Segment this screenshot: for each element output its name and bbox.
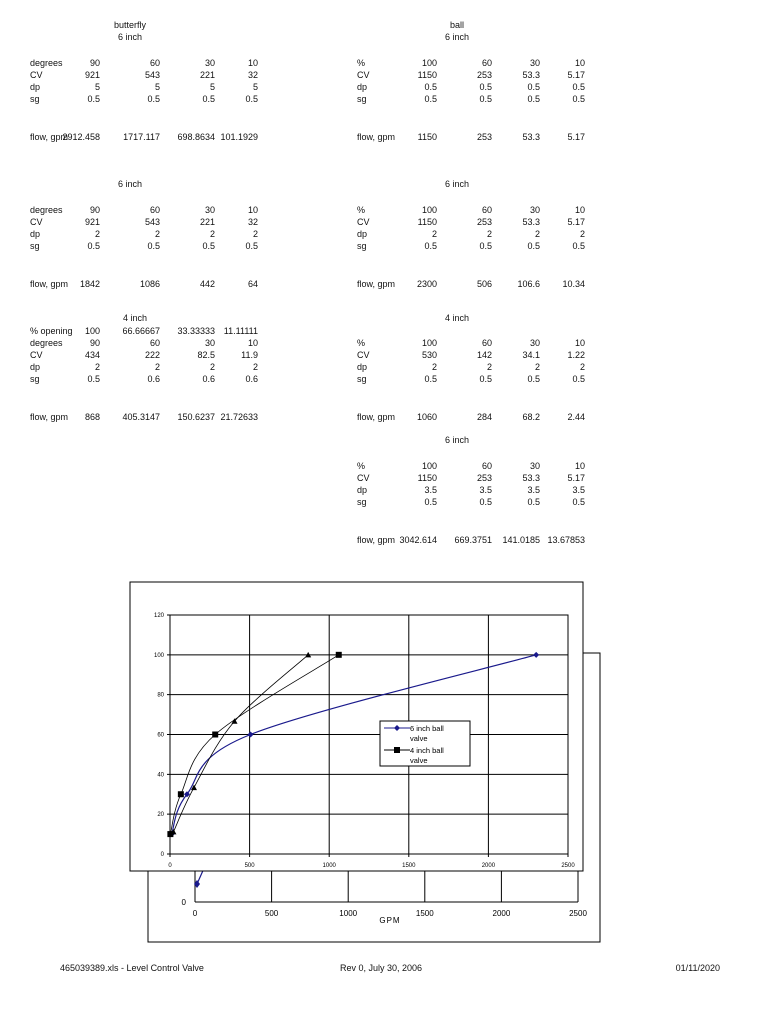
cell-value: 5 — [154, 82, 160, 92]
row-label: CV — [357, 70, 370, 80]
cell-value: 405.3147 — [122, 412, 160, 422]
square-marker — [178, 791, 184, 797]
cell-value: 2 — [154, 229, 160, 239]
cell-value: 141.0185 — [502, 535, 540, 545]
cell-value: 3.5 — [527, 485, 540, 495]
row-label: CV — [30, 350, 43, 360]
cell-value: 10.34 — [562, 279, 585, 289]
cell-value: 2 — [534, 362, 540, 372]
cell-value: 0.5 — [87, 94, 100, 104]
cell-value: 543 — [144, 70, 160, 80]
cell-value: 30 — [204, 338, 215, 348]
cell-value: 10 — [574, 461, 585, 471]
cell-value: 3.5 — [572, 485, 585, 495]
legend-label-cont: valve — [410, 756, 428, 765]
cell-value: 2 — [579, 362, 585, 372]
cell-value: 60 — [481, 461, 492, 471]
cell-value: 222 — [144, 350, 160, 360]
cell-value: 3.5 — [479, 485, 492, 495]
cell-value: 506 — [476, 279, 492, 289]
legend-label: 4 inch ball — [410, 746, 444, 755]
cell-value: 2 — [94, 362, 100, 372]
cell-value: 10 — [247, 58, 258, 68]
cell-value: 0.5 — [527, 94, 540, 104]
cell-value: 2 — [431, 229, 437, 239]
cell-value: 1150 — [417, 132, 437, 142]
cell-value: 90 — [89, 338, 100, 348]
cell-value: 0.6 — [202, 374, 215, 384]
cell-value: 1086 — [139, 279, 160, 289]
cell-value: 21.72633 — [220, 412, 258, 422]
square-marker — [336, 652, 342, 658]
x-tick-label: 0 — [168, 863, 172, 869]
row-label: degrees — [30, 58, 63, 68]
cell-value: 33.33333 — [177, 326, 215, 336]
cell-value: 0.5 — [245, 94, 258, 104]
background-x-tick-label: 1500 — [415, 909, 434, 918]
row-label: sg — [30, 374, 40, 384]
cell-value: 0.5 — [572, 374, 585, 384]
row-label: sg — [357, 374, 367, 384]
cell-value: 0.5 — [87, 374, 100, 384]
cell-value: 2 — [252, 229, 258, 239]
cell-value: 2 — [486, 362, 492, 372]
x-tick-label: 1000 — [322, 863, 336, 869]
cell-value: 1150 — [417, 70, 437, 80]
cell-value: 53.3 — [522, 70, 540, 80]
block-title: butterfly — [113, 20, 146, 30]
cell-value: 2300 — [416, 279, 437, 289]
row-label: degrees — [30, 338, 63, 348]
cell-value: 0.5 — [87, 241, 100, 251]
cell-value: 0.5 — [572, 82, 585, 92]
chart-frame — [130, 582, 583, 871]
cell-value: 0.5 — [572, 94, 585, 104]
cell-value: 0.5 — [202, 94, 215, 104]
cell-value: 13.67853 — [547, 535, 585, 545]
cell-value: 5 — [252, 82, 258, 92]
cell-value: 10 — [574, 205, 585, 215]
row-label: flow, gpm — [30, 412, 69, 422]
block-subtitle: 4 inch — [122, 313, 148, 323]
cell-value: 284 — [476, 412, 492, 422]
footer-date: 01/11/2020 — [675, 963, 720, 973]
row-label: CV — [30, 217, 43, 227]
row-label: sg — [357, 497, 367, 507]
cell-value: 100 — [421, 461, 437, 471]
background-x-tick-label: 500 — [264, 909, 279, 918]
cell-value: 32 — [247, 70, 258, 80]
row-label: % — [357, 338, 366, 348]
cell-value: 10 — [247, 205, 258, 215]
cell-value: 82.5 — [197, 350, 215, 360]
cell-value: 90 — [89, 58, 100, 68]
cell-value: 0.5 — [424, 497, 437, 507]
row-label: flow, gpm — [357, 279, 396, 289]
legend-label-cont: valve — [410, 734, 428, 743]
cell-value: 2.44 — [567, 412, 585, 422]
cell-value: 1842 — [79, 279, 100, 289]
background-x-tick-label: 2500 — [569, 909, 587, 918]
row-label: flow, gpm — [30, 132, 69, 142]
cell-value: 30 — [529, 58, 540, 68]
row-label: dp — [357, 229, 368, 239]
cell-value: 10 — [574, 338, 585, 348]
row-label: flow, gpm — [357, 412, 396, 422]
row-label: % — [357, 58, 366, 68]
cell-value: 2 — [579, 229, 585, 239]
cell-value: 30 — [529, 461, 540, 471]
footer-filename: 465039389.xls - Level Control Valve — [60, 963, 204, 973]
row-label: % — [357, 461, 366, 471]
row-label: sg — [357, 94, 367, 104]
cell-value: 0.5 — [202, 241, 215, 251]
block-title: ball — [449, 20, 464, 30]
x-tick-label: 2000 — [481, 863, 496, 869]
row-label: flow, gpm — [357, 132, 396, 142]
cell-value: 434 — [84, 350, 100, 360]
cell-value: 2 — [209, 362, 215, 372]
x-tick-label: 1500 — [402, 863, 416, 869]
cell-value: 30 — [529, 205, 540, 215]
cell-value: 60 — [481, 205, 492, 215]
cell-value: 2 — [94, 229, 100, 239]
block-subtitle: 4 inch — [444, 313, 470, 323]
cell-value: 0.5 — [572, 497, 585, 507]
cell-value: 90 — [89, 205, 100, 215]
row-label: degrees — [30, 205, 63, 215]
y-tick-label: 20 — [157, 812, 164, 819]
row-label: dp — [30, 229, 41, 239]
y-tick-label: 40 — [157, 772, 164, 779]
cell-value: 221 — [199, 217, 215, 227]
cell-value: 32 — [247, 217, 258, 227]
cell-value: 2 — [252, 362, 258, 372]
cell-value: 0.5 — [479, 374, 492, 384]
row-label: sg — [30, 94, 40, 104]
cell-value: 11.9 — [241, 350, 258, 360]
background-x-tick-label: 2000 — [492, 909, 511, 918]
cell-value: 30 — [204, 58, 215, 68]
x-tick-label: 500 — [244, 863, 255, 869]
cell-value: 100 — [421, 338, 437, 348]
row-label: dp — [357, 485, 368, 495]
cell-value: 0.5 — [424, 374, 437, 384]
cell-value: 0.5 — [147, 94, 160, 104]
cell-value: 34.1 — [522, 350, 540, 360]
row-label: CV — [357, 217, 370, 227]
cell-value: 53.3 — [522, 217, 540, 227]
background-y-tick-label: 0 — [181, 898, 186, 907]
cell-value: 921 — [84, 217, 100, 227]
cell-value: 2 — [154, 362, 160, 372]
cell-value: 3.5 — [424, 485, 437, 495]
cell-value: 0.5 — [479, 497, 492, 507]
cell-value: 253 — [476, 217, 492, 227]
cell-value: 150.6237 — [177, 412, 215, 422]
cell-value: 1.22 — [567, 350, 585, 360]
cell-value: 53.3 — [522, 473, 540, 483]
row-label: dp — [30, 82, 41, 92]
cell-value: 1060 — [416, 412, 437, 422]
cell-value: 3042.614 — [399, 535, 437, 545]
y-tick-label: 80 — [157, 692, 164, 699]
background-x-axis-label: GPM — [379, 916, 401, 925]
cell-value: 142 — [476, 350, 492, 360]
cell-value: 100 — [84, 326, 100, 336]
row-label: sg — [357, 241, 367, 251]
x-tick-label: 2500 — [561, 863, 575, 869]
cell-value: 221 — [199, 70, 215, 80]
cell-value: 60 — [149, 205, 160, 215]
cell-value: 30 — [204, 205, 215, 215]
cell-value: 253 — [476, 132, 492, 142]
cell-value: 1717.117 — [123, 132, 160, 142]
cell-value: 253 — [476, 70, 492, 80]
cell-value: 5 — [94, 82, 100, 92]
cell-value: 0.5 — [147, 241, 160, 251]
cell-value: 1150 — [417, 473, 437, 483]
block-subtitle: 6 inch — [444, 179, 470, 189]
row-label: % — [357, 205, 366, 215]
row-label: dp — [357, 362, 368, 372]
cell-value: 5 — [209, 82, 215, 92]
cell-value: 442 — [199, 279, 215, 289]
cell-value: 0.5 — [572, 241, 585, 251]
cell-value: 10 — [247, 338, 258, 348]
cell-value: 2 — [431, 362, 437, 372]
cell-value: 669.3751 — [454, 535, 492, 545]
cell-value: 60 — [481, 338, 492, 348]
cell-value: 2 — [486, 229, 492, 239]
cell-value: 0.5 — [424, 94, 437, 104]
cell-value: 5.17 — [567, 70, 585, 80]
cell-value: 868 — [84, 412, 100, 422]
y-tick-label: 60 — [157, 732, 164, 739]
cell-value: 0.5 — [479, 82, 492, 92]
cell-value: 106.6 — [517, 279, 540, 289]
cell-value: 2 — [534, 229, 540, 239]
cell-value: 0.6 — [147, 374, 160, 384]
row-label: dp — [357, 82, 368, 92]
cell-value: 0.5 — [527, 241, 540, 251]
y-tick-label: 100 — [153, 652, 164, 659]
cell-value: 530 — [421, 350, 437, 360]
cell-value: 101.1929 — [220, 132, 258, 142]
cell-value: 2 — [209, 229, 215, 239]
cell-value: 60 — [481, 58, 492, 68]
cell-value: 921 — [84, 70, 100, 80]
cell-value: 68.2 — [522, 412, 540, 422]
cell-value: 1150 — [417, 217, 437, 227]
row-label: flow, gpm — [357, 535, 396, 545]
row-label: % opening — [30, 326, 73, 336]
legend-square-marker — [394, 747, 400, 753]
cell-value: 2912.458 — [62, 132, 100, 142]
row-label: sg — [30, 241, 40, 251]
cell-value: 64 — [247, 279, 258, 289]
cell-value: 30 — [529, 338, 540, 348]
square-marker — [212, 732, 218, 738]
block-subtitle: 6 inch — [117, 179, 143, 189]
block-subtitle: 6 inch — [444, 32, 470, 42]
background-x-tick-label: 0 — [192, 909, 198, 918]
cell-value: 53.3 — [522, 132, 540, 142]
cell-value: 0.5 — [527, 82, 540, 92]
cell-value: 0.5 — [479, 94, 492, 104]
cell-value: 60 — [149, 338, 160, 348]
y-tick-label: 120 — [153, 613, 164, 619]
cell-value: 5.17 — [567, 217, 585, 227]
background-x-tick-label: 1000 — [339, 909, 358, 918]
cell-value: 698.8634 — [177, 132, 215, 142]
cell-value: 66.66667 — [122, 326, 160, 336]
cell-value: 253 — [476, 473, 492, 483]
cell-value: 100 — [421, 205, 437, 215]
cell-value: 60 — [149, 58, 160, 68]
row-label: CV — [357, 473, 370, 483]
footer-revision: Rev 0, July 30, 2006 — [340, 963, 423, 973]
row-label: flow, gpm — [30, 279, 69, 289]
cell-value: 5.17 — [567, 132, 585, 142]
cell-value: 11.11111 — [223, 326, 258, 336]
cell-value: 5.17 — [567, 473, 585, 483]
cell-value: 0.5 — [424, 82, 437, 92]
cell-value: 0.6 — [245, 374, 258, 384]
cell-value: 0.5 — [479, 241, 492, 251]
legend-label: 6 inch ball — [410, 724, 444, 733]
cell-value: 543 — [144, 217, 160, 227]
block-subtitle: 6 inch — [444, 435, 470, 445]
row-label: CV — [357, 350, 370, 360]
cell-value: 0.5 — [527, 374, 540, 384]
cell-value: 0.5 — [424, 241, 437, 251]
block-subtitle: 6 inch — [117, 32, 143, 42]
cell-value: 0.5 — [527, 497, 540, 507]
row-label: CV — [30, 70, 43, 80]
cell-value: 0.5 — [245, 241, 258, 251]
row-label: dp — [30, 362, 41, 372]
cell-value: 10 — [574, 58, 585, 68]
cell-value: 100 — [421, 58, 437, 68]
y-tick-label: 0 — [160, 852, 164, 858]
